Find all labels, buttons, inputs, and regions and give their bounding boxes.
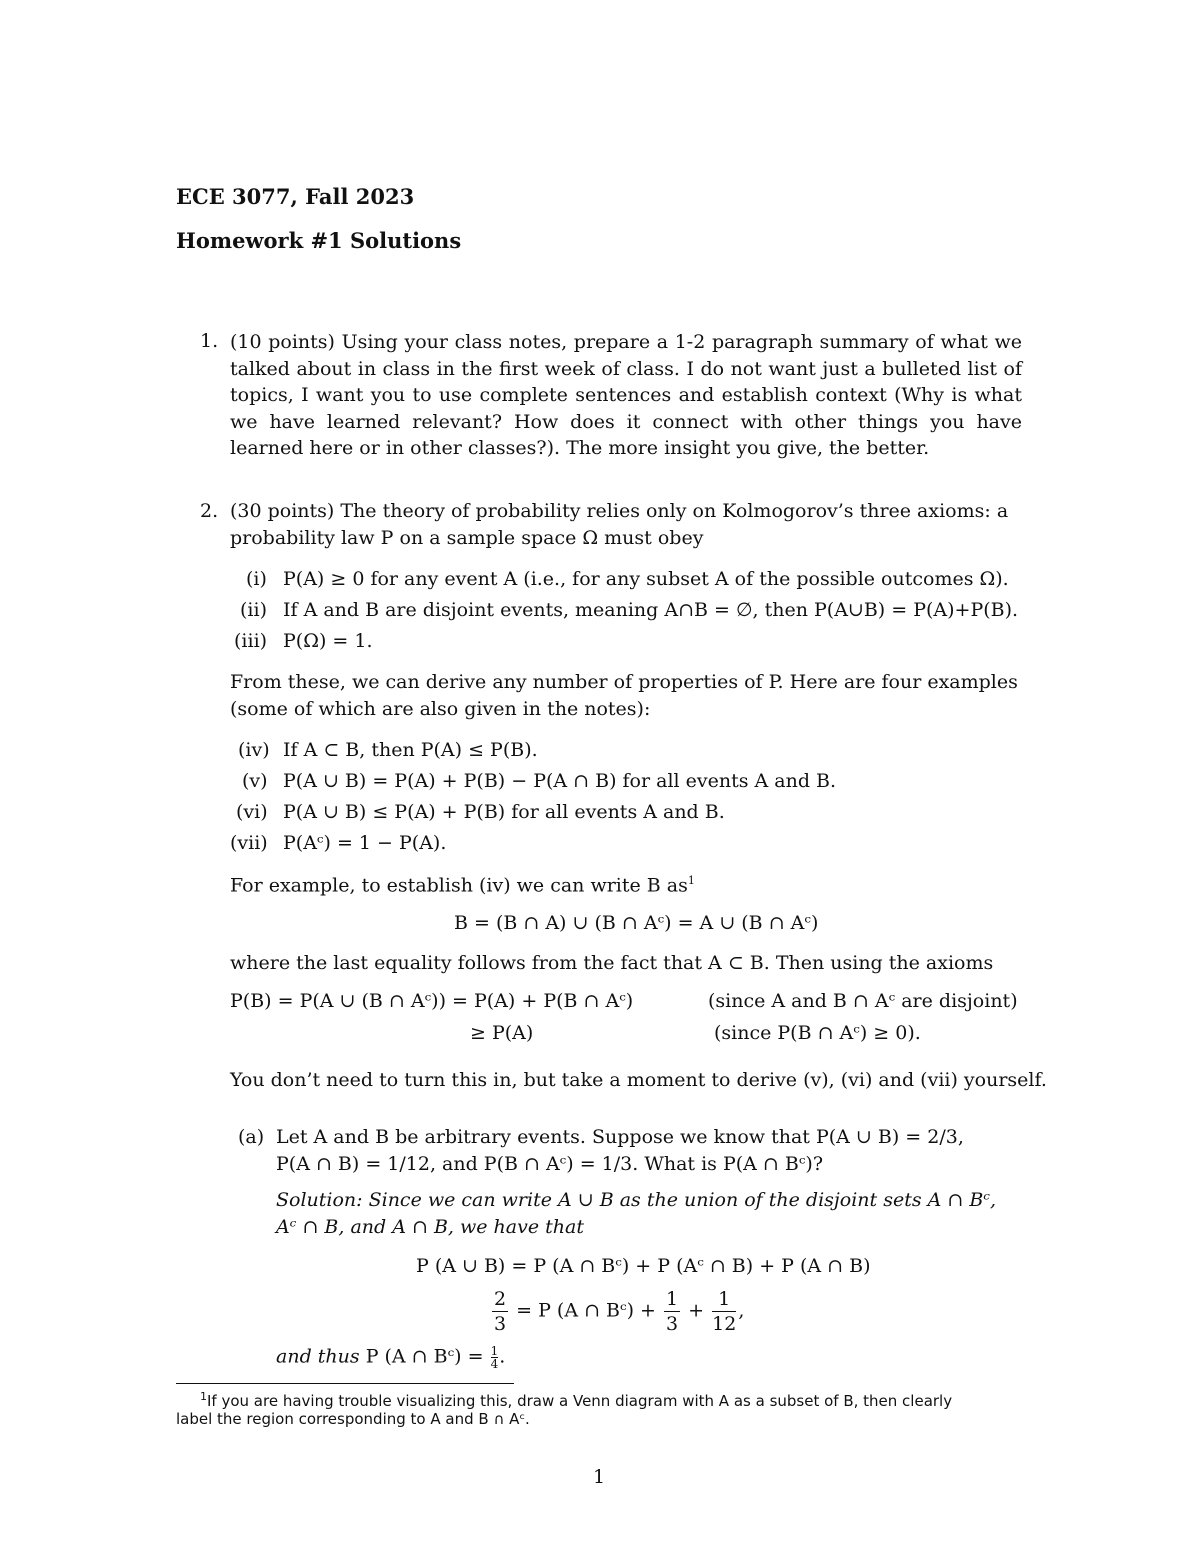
axiom-label: (ii) xyxy=(240,599,267,621)
footnote-line2: label the region corresponding to A and B ∩ Aᶜ. xyxy=(176,1410,530,1428)
course-title: ECE 3077, Fall 2023 xyxy=(176,184,415,209)
equation-line1-note: (since A and B ∩ Aᶜ are disjoint) xyxy=(708,990,1018,1012)
property-text: P(Aᶜ) = 1 − P(A). xyxy=(283,832,447,854)
property-text: P(A ∪ B) = P(A) + P(B) − P(A ∩ B) for all events A and B. xyxy=(283,770,837,792)
axiom-text: If A and B are disjoint events, meaning A∩B = ∅, then P(A∪B) = P(A)+P(B). xyxy=(283,599,1019,621)
assignment-title: Homework #1 Solutions xyxy=(176,228,462,253)
property-label: (iv) xyxy=(238,739,270,761)
property-label: (v) xyxy=(242,770,268,792)
equation-line1: P(B) = P(A ∪ (B ∩ Aᶜ)) = P(A) + P(B ∩ Aᶜ) xyxy=(230,990,634,1012)
property-text: P(A ∪ B) ≤ P(A) + P(B) for all events A and B. xyxy=(283,801,725,823)
axiom-label: (i) xyxy=(246,568,267,590)
footnote-divider xyxy=(176,1383,514,1384)
fraction-one-twelfth: $\frac{1}{12}$ xyxy=(712,1288,737,1335)
solution-equation1: P (A ∪ B) = P (A ∩ Bᶜ) + P (Aᶜ ∩ B) + P (A ∩ B) xyxy=(416,1255,871,1277)
equation-line2: ≥ P(A) xyxy=(470,1022,534,1044)
page-number: 1 xyxy=(593,1466,606,1488)
axiom-label: (iii) xyxy=(234,630,268,652)
solution-equation2: $\frac{2}{3}$ = P (A ∩ Bᶜ) + $\frac{1}{3}$ + $\frac{1}{12}$ , xyxy=(494,1288,745,1335)
q1-number: 1. xyxy=(200,330,219,352)
footnote-line1: $^1$If you are having trouble visualizing this, draw a Venn diagram with A as a subset of B, then clearly xyxy=(200,1390,953,1410)
q1-text: (10 points) Using your class notes, prepare a 1-2 paragraph summary of what we talked about in class in the first week of class. I do not want just a bulleted list of topics, I want you to use complete sentences and establish context (Why is what we have learned relevant? How does it connect with other things you have learned here or in other classes?). The more insight you give, the better. xyxy=(230,331,1022,459)
example-intro-text: For example, to establish (iv) we can write B as xyxy=(230,874,688,897)
q2-number: 2. xyxy=(200,500,219,522)
equation-after-text: where the last equality follows from the fact that A ⊂ B. Then using the axioms xyxy=(230,952,994,974)
derive-line2: (some of which are also given in the notes): xyxy=(230,698,651,720)
footnote-ref: 1 xyxy=(687,874,695,887)
solution-conclusion: and thus P (A ∩ Bᶜ) = $\frac{1}{4}$ . xyxy=(276,1344,506,1371)
part-a-question-line1: Let A and B be arbitrary events. Suppose we know that P(A ∪ B) = 2/3, xyxy=(276,1126,964,1148)
property-label: (vi) xyxy=(236,801,268,823)
property-text: If A ⊂ B, then P(A) ≤ P(B). xyxy=(283,739,538,761)
axiom-text: P(Ω) = 1. xyxy=(283,630,373,652)
q2-intro-line2: probability law P on a sample space Ω must obey xyxy=(230,527,704,549)
fraction-two-thirds: $\frac{2}{3}$ xyxy=(494,1288,507,1335)
fraction-one-third: $\frac{1}{3}$ xyxy=(666,1288,679,1335)
part-a-solution-line1: Solution: Since we can write A ∪ B as the union of the disjoint sets A ∩ Bᶜ, xyxy=(276,1189,997,1211)
part-a-solution-line2: Aᶜ ∩ B, and A ∩ B, we have that xyxy=(276,1216,584,1238)
axiom-text: P(A) ≥ 0 for any event A (i.e., for any subset A of the possible outcomes Ω). xyxy=(283,568,1009,590)
footnote-mark: 1 xyxy=(200,1390,207,1403)
part-a-question-line2: P(A ∩ B) = 1/12, and P(B ∩ Aᶜ) = 1/3. What is P(A ∩ Bᶜ)? xyxy=(276,1153,824,1175)
property-label: (vii) xyxy=(230,832,268,854)
derive-line1: From these, we can derive any number of properties of P. Here are four examples xyxy=(230,671,1018,693)
q2-intro-line1: (30 points) The theory of probability relies only on Kolmogorov’s three axioms: a xyxy=(230,500,1009,522)
equation-line2-note: (since P(B ∩ Aᶜ) ≥ 0). xyxy=(714,1022,921,1044)
equation-b: B = (B ∩ A) ∪ (B ∩ Aᶜ) = A ∪ (B ∩ Aᶜ) xyxy=(454,912,819,934)
part-a-label: (a) xyxy=(238,1126,265,1148)
example-intro xyxy=(230,874,695,896)
turn-in-note: You don’t need to turn this in, but take a moment to derive (v), (vi) and (vii) yourself. xyxy=(230,1069,1047,1091)
fraction-one-quarter: $\frac{1}{4}$ xyxy=(490,1344,499,1371)
